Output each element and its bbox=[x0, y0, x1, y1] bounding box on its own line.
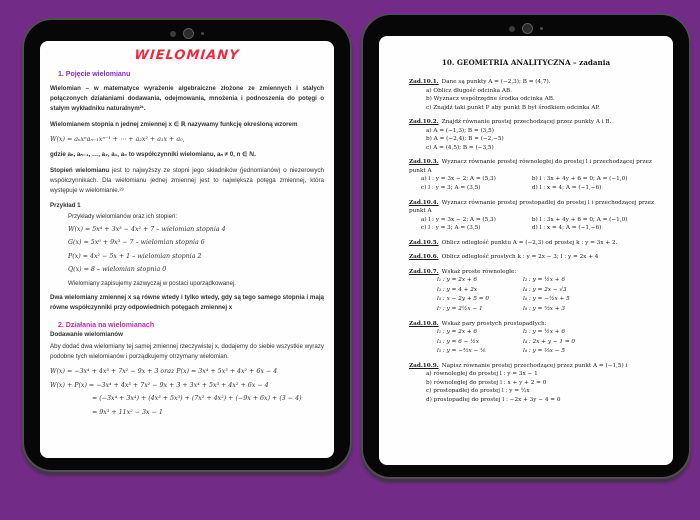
task-head bbox=[409, 118, 657, 127]
calculation-line-3: = 9x³ + 11x² − 3x − 1 bbox=[92, 408, 163, 416]
line-pair bbox=[437, 347, 657, 356]
task-item: a) l : y = 3x − 2; A = (5,3) bbox=[421, 216, 496, 223]
front-camera-icon bbox=[522, 23, 533, 34]
task-text: Wyznacz równanie prostej równoległej do prostej l i przechodzącej przez punkt A bbox=[409, 159, 652, 174]
line-equation: l₆ : y = −½x + 5 bbox=[523, 296, 570, 303]
task-item: c) l : y = 3; A = (3,5) bbox=[421, 225, 481, 232]
degree-term: Stopień wielomianu bbox=[50, 166, 110, 174]
given-polynomials: W(x) = −3x⁴ + 4x³ + 7x² − 9x + 3 oraz P(x) = 3x⁴ + 5x³ + 4x² + 6x − 4 bbox=[50, 368, 278, 376]
task-item-row bbox=[421, 184, 657, 193]
example-line: Q(x) = 8 – wielomian stopnia 0 bbox=[68, 266, 167, 274]
degree-intro-paragraph: Wielomianem stopnia n jednej zmiennej x ∈ ℝ nazywamy funkcję określoną wzorem bbox=[50, 121, 298, 129]
task-item: c) l : y = 3; A = (3,5) bbox=[421, 185, 481, 192]
task-10-4 bbox=[409, 199, 657, 233]
task-item: d) l : x = 4; A = (−1,−6) bbox=[531, 185, 602, 192]
task-item: c) Znajdź taki punkt P aby punkt B był środkiem odcinka AP. bbox=[426, 104, 600, 111]
task-label: Zad.10.9. bbox=[409, 362, 439, 369]
task-item: b) Wyznacz współrzędne środka odcinka AB. bbox=[426, 96, 555, 103]
task-10-5 bbox=[409, 239, 657, 248]
line-equation: l₅ : y = −³⁄₂x − ⅙ bbox=[437, 348, 486, 355]
degree-rest: jest to najwyższy ze stopni jego składników (jednomianów) o niezerowych współczynnikach. Dla wielomianu jednej zmiennej jest to największa potęga zmiennej, która występuje w wielomianie.²³ bbox=[50, 166, 324, 194]
task-text: Oblicz odległość prostych k : y = 2x − 3; l : y = 2x + 4 bbox=[441, 254, 599, 261]
line-pair bbox=[437, 338, 657, 347]
ordering-note: Wielomiany zapisujemy zazwyczaj w postaci uporządkowanej. bbox=[68, 279, 236, 287]
example-label: Przykład 1 bbox=[50, 201, 81, 209]
task-item: a) A = (−1,3); B = (3,5) bbox=[426, 127, 494, 134]
line-equation: l₅ : x − 2y + 5 = 0 bbox=[437, 296, 490, 303]
task-item: c) prostopadłej do prostej l : y = ½x bbox=[426, 388, 530, 395]
task-10-2 bbox=[409, 118, 657, 152]
task-label: Zad.10.5. bbox=[409, 239, 439, 246]
line-equation: l₇ : y = 2½x − 1 bbox=[437, 306, 483, 313]
task-head bbox=[409, 199, 657, 216]
line-pair bbox=[437, 286, 657, 295]
line-equation: l₂ : y = ½x + 6 bbox=[523, 329, 565, 336]
task-10-7 bbox=[409, 268, 657, 314]
line-equation: l₃ : y = 4 + 2x bbox=[437, 286, 478, 293]
task-item: b) l : 3x + 4y + 6 = 0; A = (−1,0) bbox=[531, 216, 628, 223]
task-text: Wskaż pary prostych prostopadłych: bbox=[441, 320, 547, 327]
example-line: P(x) = 4x² − 5x + 1 – wielomian stopnia 2 bbox=[68, 252, 202, 260]
tablet-left bbox=[22, 18, 352, 472]
line-equation: l₈ : y = ⁵⁄₂x + 3 bbox=[523, 306, 565, 313]
task-label: Zad.10.3. bbox=[409, 159, 439, 166]
task-item: d) l : x = 4; A = (−1,−6) bbox=[531, 225, 602, 232]
section-1-heading: 1. Pojęcie wielomianu bbox=[58, 71, 131, 78]
document-title: WIELOMIANY bbox=[133, 48, 241, 63]
calculation-line-2: = (−3x⁴ + 3x⁴) + (4x³ + 5x³) + (7x² + 4x²) + (−9x + 6x) + (3 − 4) bbox=[92, 395, 302, 403]
ambient-sensor-icon bbox=[509, 26, 515, 32]
line-equation: l₃ : y = 6 − ½x bbox=[437, 338, 479, 345]
task-item-row bbox=[421, 175, 657, 184]
tablet-right-sensor-bar bbox=[509, 23, 543, 34]
polynomials-document bbox=[40, 41, 334, 417]
light-sensor-icon bbox=[540, 27, 543, 30]
calculation-line-1: W(x) + P(x) = −3x⁴ + 4x³ + 7x² − 9x + 3 + 3x⁴ + 5x³ + 4x² + 6x − 4 bbox=[50, 381, 269, 389]
polynomial-formula: W(x) = aₙxⁿaₙ₋₁xⁿ⁻¹ + ⋯ + a₂x² + a₁x + a₀, bbox=[50, 136, 185, 144]
task-label: Zad.10.6. bbox=[409, 254, 439, 261]
line-pair bbox=[437, 305, 657, 314]
front-camera-icon bbox=[183, 28, 194, 39]
line-equation: l₄ : y = 2x − √3 bbox=[523, 286, 567, 293]
task-10-1 bbox=[409, 78, 657, 112]
task-item: b) A = (−2,4); B = (−2,−5) bbox=[426, 136, 504, 143]
task-head bbox=[409, 78, 657, 87]
definition-paragraph: Wielomian – w matematyce wyrażenie algebraiczne złożone ze zmiennych i stałych połączonych działaniami dodawania, odejmowania, mnożenia i podnoszenia do potęgi o stałym wykładniku naturalnym²¹. bbox=[50, 85, 324, 113]
task-text: Oblicz odległość punktu A = (−2,3) od prostej k : y = 3x + 2. bbox=[441, 239, 618, 246]
line-pair bbox=[437, 276, 657, 285]
task-head bbox=[409, 320, 657, 329]
line-equation: l₂ : y = ½x + 6 bbox=[523, 277, 565, 284]
task-head bbox=[409, 239, 657, 248]
task-label: Zad.10.1. bbox=[409, 79, 439, 85]
light-sensor-icon bbox=[201, 32, 204, 35]
task-text: Wskaż proste równoległe: bbox=[441, 268, 517, 275]
document-title: 10. GEOMETRIA ANALITYCZNA – zadania bbox=[441, 58, 611, 67]
task-item-row bbox=[421, 224, 657, 233]
task-text: Znajdź równanie prostej przechodzącej przez punkty A i B. bbox=[441, 119, 612, 126]
task-item: a) Oblicz długość odcinka AB. bbox=[426, 87, 512, 94]
task-text: Napisz równanie prostej przechodzącej przez punkt A = (−1,5) i bbox=[441, 362, 628, 369]
tablet-right bbox=[361, 13, 691, 479]
task-label: Zad.10.7. bbox=[409, 268, 439, 275]
line-equation: l₁ : y = 2x + 6 bbox=[437, 329, 478, 336]
coefficients-paragraph: gdzie aₙ, aₙ₋₁, …, a₂, a₁, a₀ to współczynniki wielomianu, aₙ ≠ 0, n ∈ ℕ. bbox=[50, 150, 256, 158]
line-pair bbox=[437, 328, 657, 337]
task-10-8 bbox=[409, 320, 657, 356]
task-head bbox=[409, 362, 657, 371]
geometry-tasks-document bbox=[379, 36, 673, 405]
task-10-6 bbox=[409, 253, 657, 262]
task-label: Zad.10.2. bbox=[409, 119, 439, 126]
example-intro: Przykłady wielomianów oraz ich stopień: bbox=[68, 212, 178, 220]
example-line: G(x) = 5x⁶ + 9x³ − 7 – wielomian stopnia 6 bbox=[68, 239, 205, 247]
task-item: b) równoległej do prostej l : x + y + 2 = 0 bbox=[426, 379, 547, 386]
task-item: a) l : y = 3x − 2; A = (5,3) bbox=[421, 176, 496, 183]
line-equation: l₁ : y = 2x + 6 bbox=[437, 277, 478, 284]
task-item: a) równoległej do prostej l : y = 3x − 1 bbox=[426, 371, 538, 378]
line-equation: l₄ : 2x + y − 1 = 0 bbox=[523, 338, 576, 345]
addition-subheading: Dodawanie wielomianów bbox=[50, 330, 123, 338]
ambient-sensor-icon bbox=[170, 31, 176, 37]
task-item-row bbox=[421, 216, 657, 225]
task-label: Zad.10.4. bbox=[409, 199, 439, 206]
task-item: d) prostopadłej do prostej l : −2x + 3y − 4 = 0 bbox=[426, 396, 561, 403]
degree-definition-paragraph bbox=[50, 166, 324, 196]
task-head bbox=[409, 268, 657, 277]
tablet-left-screen bbox=[40, 41, 334, 458]
section-2-heading: 2. Działania na wielomianach bbox=[58, 321, 155, 329]
equality-note: Dwa wielomiany zmiennej x są równe wtedy i tylko wtedy, gdy są tego samego stopnia i mają równe współczynniki przy odpowiednich potęgach zmiennej x bbox=[50, 293, 324, 311]
line-pair bbox=[437, 295, 657, 304]
task-text: Dane są punkty A = (−2,3); B = (4,7). bbox=[441, 79, 551, 85]
task-item: b) l : 3x + 4y + 6 = 0; A = (−1,0) bbox=[531, 176, 628, 183]
line-equation: l₆ : y = ⅔x − 5 bbox=[523, 348, 565, 355]
addition-paragraph: Aby dodać dwa wielomiany tej samej zmiennej rzeczywistej x, dodajemy do siebie wszystkie wyrazy podobne tych wielomianów i porządkujemy otrzymany wielomian. bbox=[50, 342, 324, 361]
task-10-3 bbox=[409, 158, 657, 192]
tablet-left-sensor-bar bbox=[170, 28, 204, 39]
task-head bbox=[409, 158, 657, 175]
example-line: W(x) = 5x⁴ + 3x³ − 4x² + 7 – wielomian stopnia 4 bbox=[68, 225, 226, 233]
task-head bbox=[409, 253, 657, 262]
tablet-right-screen bbox=[379, 36, 673, 465]
task-item: c) A = (4,5); B = (−3,5) bbox=[426, 144, 494, 151]
task-label: Zad.10.8. bbox=[409, 320, 439, 327]
task-text: Wyznacz równanie prostej prostopadłej do prostej l i przechodzącej przez punkt A bbox=[409, 199, 655, 215]
task-10-9 bbox=[409, 362, 657, 405]
